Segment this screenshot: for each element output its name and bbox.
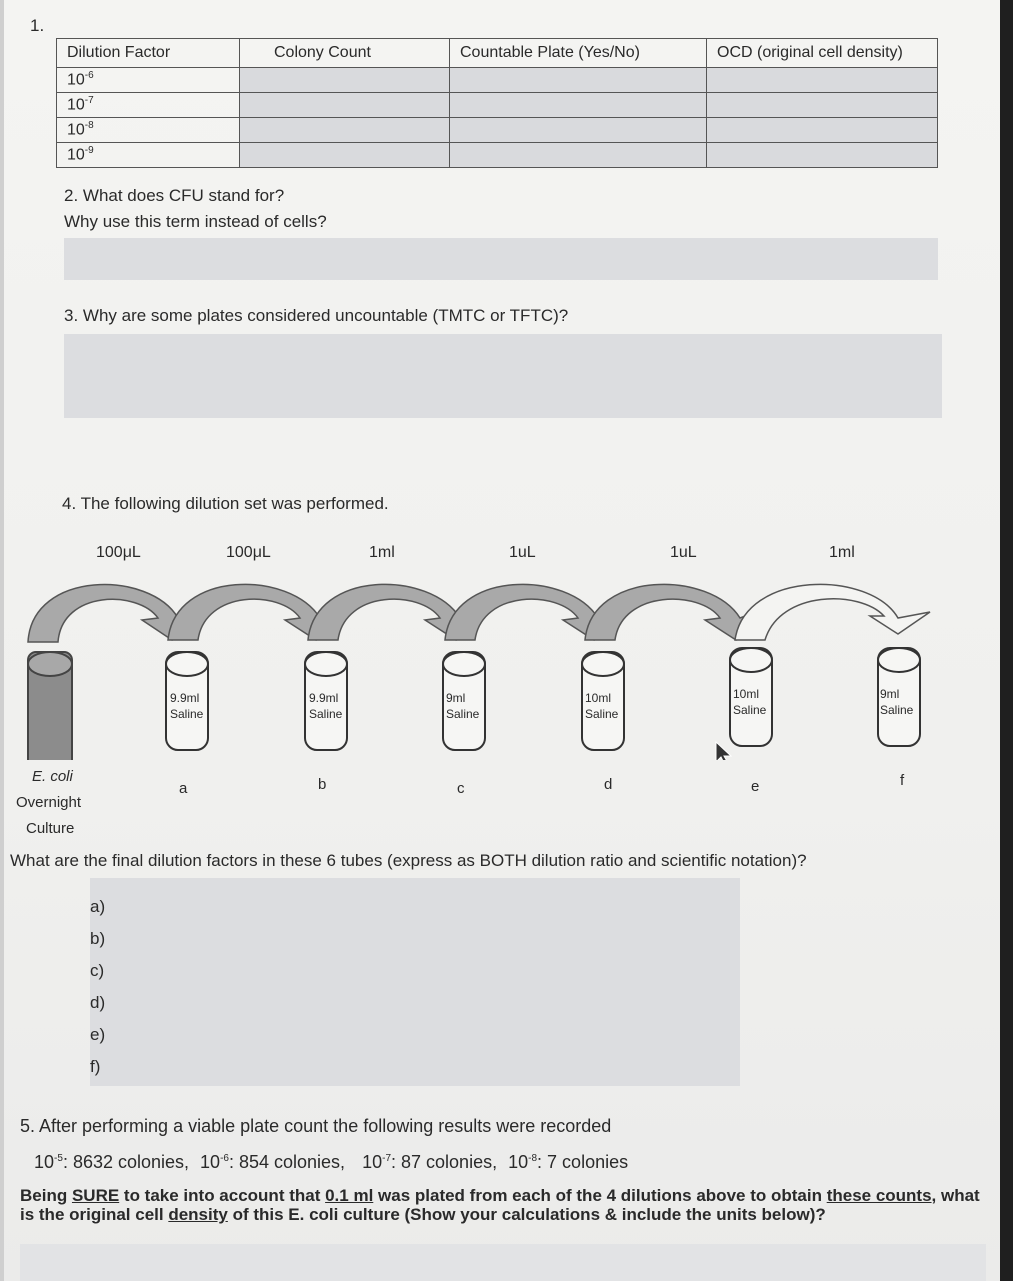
answer-label-c: c) [90,961,105,980]
ocd-cell[interactable] [707,68,938,93]
table-row [57,143,938,168]
header-countable-plate: Countable Plate (Yes/No) [450,39,707,68]
question-5-instructions: Being SURE to take into account that 0.1 ml was plated from each of the 4 dilutions above to obtain these counts, what is the original cell density of this E. coli culture (Show your calculations & include the units below)? [20,1186,980,1224]
question-5-results [34,1152,628,1173]
tube-c-label: 9ml Saline [446,691,480,721]
result-item: $10^{-6}$: 854 colonies, [200,1152,346,1172]
transfer-label: 1ml [369,544,395,561]
question-1-number: 1. [30,16,45,35]
tube-e-label: 10ml Saline [733,687,767,717]
screen-right-edge [1000,0,1013,1281]
ocd-cell[interactable] [707,118,938,143]
dilution-cell: $10^{-7}$ [57,93,240,118]
tube-letter-c: c [457,780,465,797]
header-dilution-factor: Dilution Factor [57,39,240,68]
transfer-label: 1uL [670,544,697,561]
countable-cell[interactable] [450,143,707,168]
colony-count-cell[interactable] [240,93,450,118]
culture-label-line2: Overnight [16,794,82,811]
transfer-label: 1ml [829,544,855,561]
transfer-arrow [585,584,756,640]
culture-label-line1: E. coli [32,768,73,785]
tube-a-label: 9.9ml Saline [170,691,204,721]
culture-tube [28,652,72,760]
ocd-cell[interactable] [707,143,938,168]
question-2-answer-field[interactable] [64,238,938,280]
question-3-answer-field[interactable] [64,334,942,418]
question-2-line1: 2. What does CFU stand for? [64,186,285,205]
dilution-cell: $10^{-6}$ [57,68,240,93]
question-4-prompt: What are the final dilution factors in these 6 tubes (express as BOTH dilution ratio and scientific notation)? [10,851,807,870]
question-2-line2: Why use this term instead of cells? [64,212,327,231]
transfer-label: 100μL [226,544,271,561]
answer-label-b: b) [90,929,106,948]
table-row [57,93,938,118]
answer-label-f: f) [90,1057,101,1076]
header-ocd: OCD (original cell density) [707,39,938,68]
header-colony-count: Colony Count [240,39,450,68]
result-item: $10^{-8}$: 7 colonies [508,1152,629,1172]
dilution-diagram [0,560,1000,760]
tube-letter-a: a [179,780,188,797]
tube-d-label: 10ml Saline [585,691,619,721]
culture-label-line3: Culture [26,820,75,837]
question-4-answer-field[interactable] [90,878,740,1086]
answer-label-a: a) [90,897,106,916]
tube-f-label: 9ml Saline [880,687,914,717]
dilution-table [56,38,938,168]
dilution-cell: $10^{-8}$ [57,118,240,143]
countable-cell[interactable] [450,118,707,143]
transfer-label: 100μL [96,544,141,561]
countable-cell[interactable] [450,93,707,118]
tube-letter-d: d [604,776,613,793]
tube-letter-f: f [900,772,905,789]
question-5-answer-field[interactable] [20,1244,986,1281]
question-3-text: 3. Why are some plates considered uncountable (TMTC or TFTC)? [64,306,569,325]
question-4-heading: 4. The following dilution set was performed. [62,494,389,513]
table-header-row [57,39,938,68]
countable-cell[interactable] [450,68,707,93]
transfer-label: 1uL [509,544,536,561]
tube-b-label: 9.9ml Saline [309,691,343,721]
tube-letter-b: b [318,776,327,793]
result-item: $10^{-7}$: 87 colonies, [362,1152,498,1172]
question-5-line1: 5. After performing a viable plate count the following results were recorded [20,1116,612,1136]
tube-letter-e: e [751,778,760,795]
answer-label-e: e) [90,1025,106,1044]
ocd-cell[interactable] [707,93,938,118]
colony-count-cell[interactable] [240,68,450,93]
result-item: $10^{-5}$: 8632 colonies, [34,1152,190,1172]
answer-label-d: d) [90,993,106,1012]
transfer-arrow [735,584,930,640]
table-row [57,68,938,93]
colony-count-cell[interactable] [240,118,450,143]
table-row [57,118,938,143]
dilution-cell: $10^{-9}$ [57,143,240,168]
mouse-cursor-icon [716,742,731,760]
colony-count-cell[interactable] [240,143,450,168]
